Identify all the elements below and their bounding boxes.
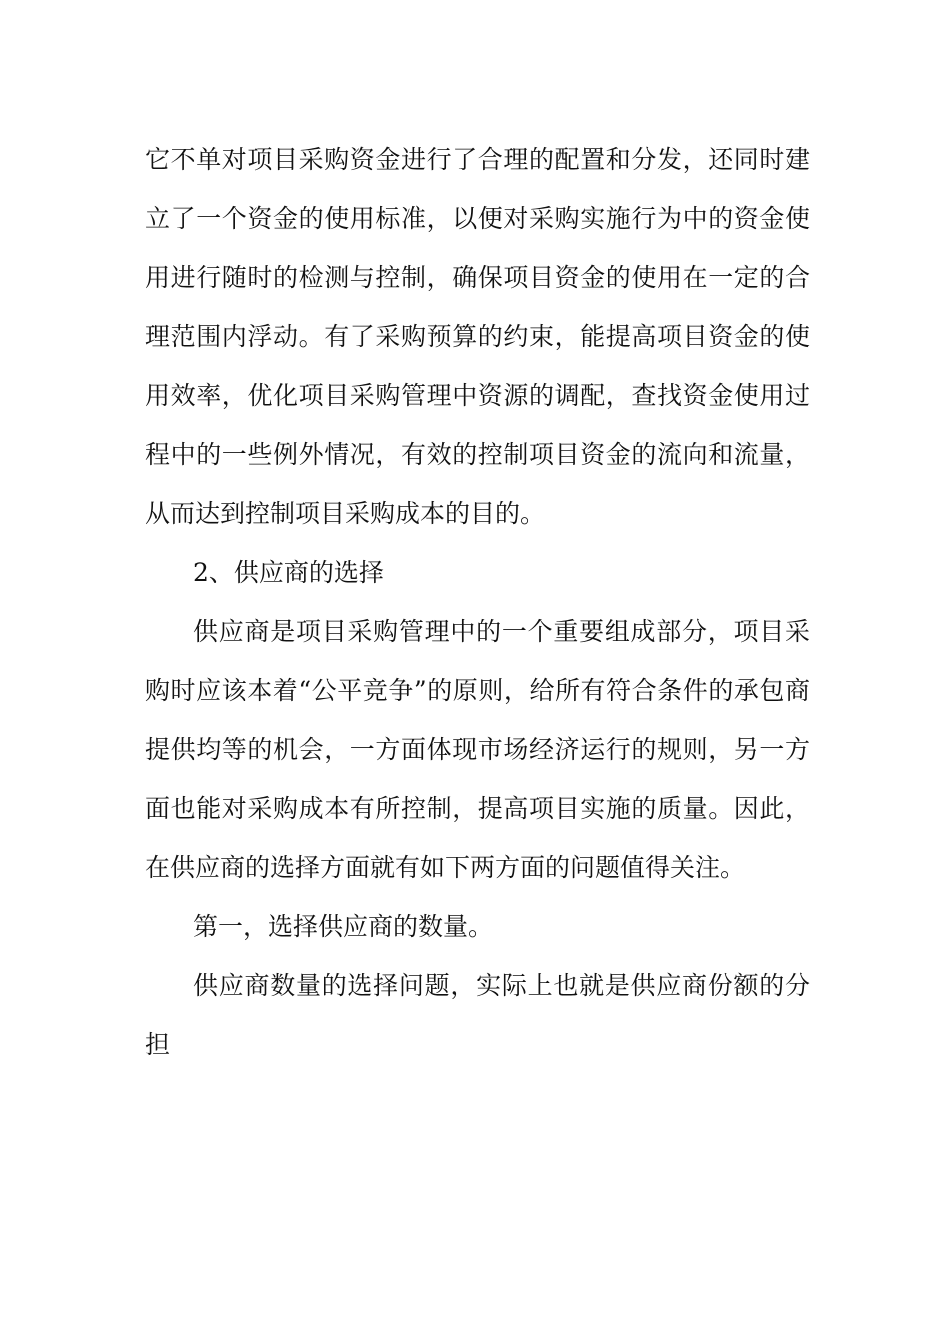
- document-body: [145, 130, 810, 1074]
- paragraph-budget-control: 它不单对项目采购资金进行了合理的配置和分发，还同时建立了一个资金的使用标准，以便对采购实施行为中的资金使用进行随时的检测与控制，确保项目资金的使用在一定的合理范围内浮动。有了采购预算的约束，能提高项目资金的使用效率，优化项目采购管理中资源的调配，查找资金使用过程中的一些例外情况，有效的控制项目资金的流向和流量，从而达到控制项目采购成本的目的。: [145, 145, 810, 528]
- section-heading-supplier-selection: 2、供应商的选择: [193, 558, 384, 587]
- paragraph-supplier-overview: 供应商是项目采购管理中的一个重要组成部分，项目采购时应该本着“公平竞争”的原则，给所有符合条件的承包商提供均等的机会，一方面体现市场经济运行的规则，另一方面也能对采购成本有所控制，提高项目实施的质量。因此，在供应商的选择方面就有如下两方面的问题值得关注。: [145, 617, 810, 882]
- paragraph-supplier-quantity: 供应商数量的选择问题，实际上也就是供应商份额的分担: [145, 971, 810, 1059]
- subheading-supplier-quantity: 第一，选择供应商的数量。: [193, 912, 494, 941]
